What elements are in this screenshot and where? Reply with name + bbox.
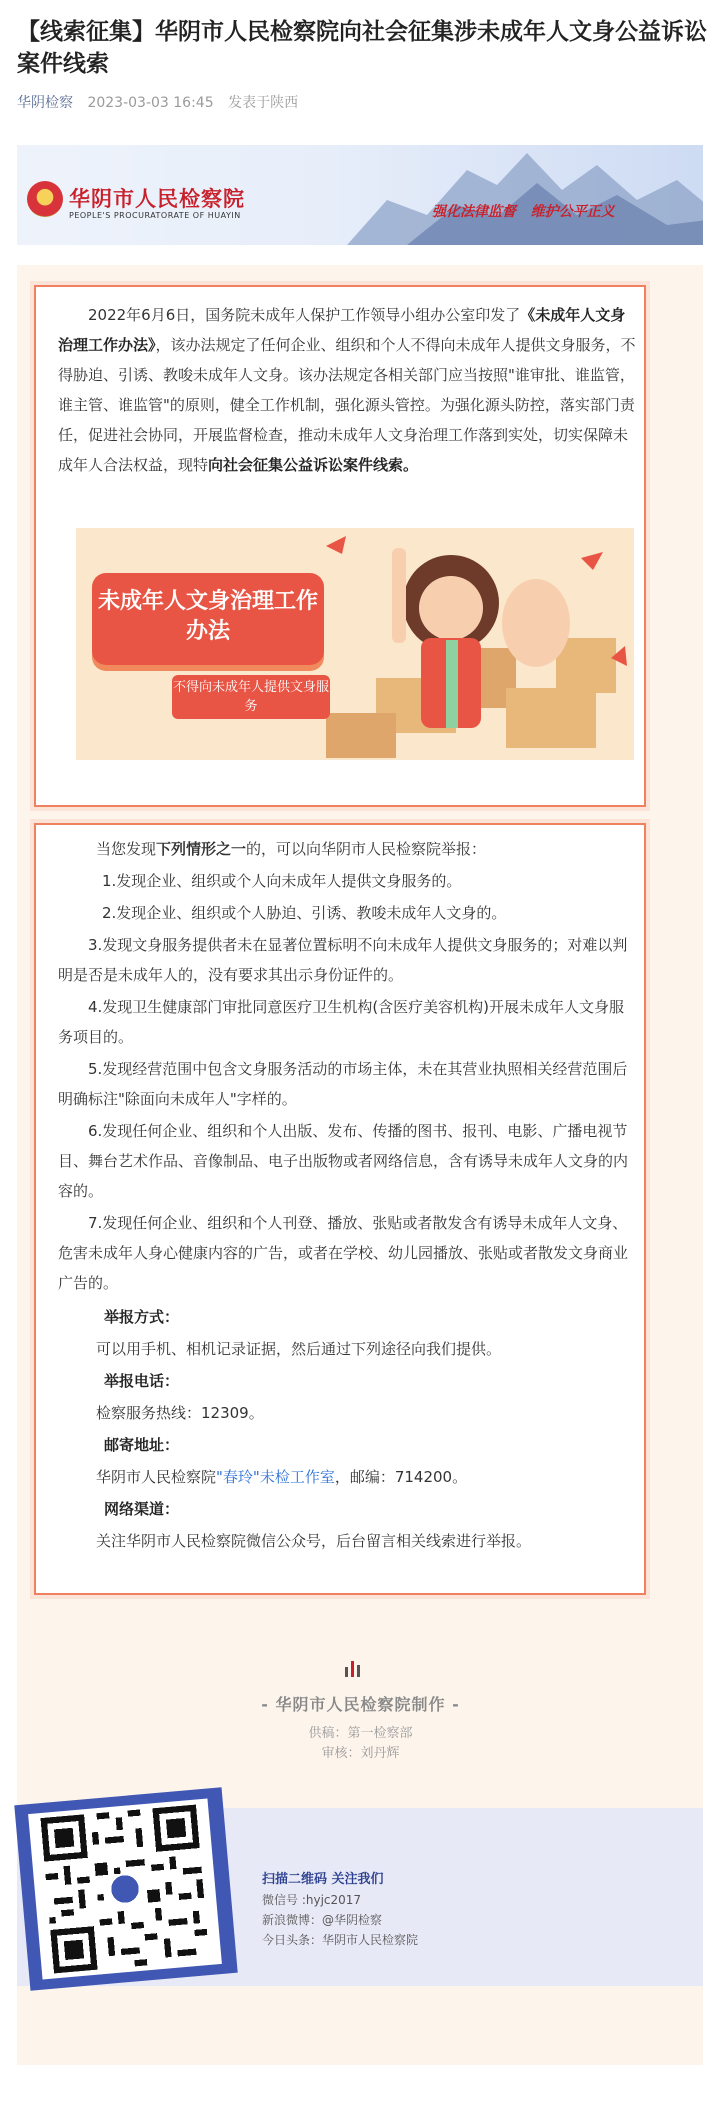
- banner-org-name: 华阴市人民检察院: [69, 187, 245, 211]
- report-method-label: 举报方式：: [104, 1308, 180, 1326]
- article-title: 【线索征集】华阴市人民检察院向社会征集涉未成年人文身公益诉讼案件线索: [17, 19, 707, 77]
- weibo-id: 新浪微博：@华阴检察: [262, 1913, 383, 1927]
- author-link[interactable]: 华阴检察: [17, 95, 73, 111]
- illustration-subtitle: 不得向未成年人提供文身服务: [172, 680, 329, 714]
- list-item: 7.发现任何企业、组织和个人刊登、播放、张贴或者散发含有诱导未成年人文身、危害未成年人身心健康内容的广告，或者在学校、幼儿园播放、张贴或者散发文身商业广告的。: [58, 1214, 629, 1292]
- wechat-id: 微信号 :hyjc2017: [262, 1893, 362, 1907]
- solicitation-highlight: 向社会征集公益诉讼案件线索。: [208, 456, 419, 474]
- qr-code[interactable]: [28, 1798, 222, 1979]
- national-emblem-icon: [27, 181, 63, 217]
- report-method-text: 可以用手机、相机记录证据，然后通过下列途径向我们提供。: [96, 1340, 502, 1358]
- illustration-title: 未成年人文身治理工作办法: [97, 589, 318, 644]
- banner-slogan: 强化法律监督 维护公平正义: [432, 204, 615, 220]
- report-intro: 当您发现下列情形之一的，可以向华阴市人民检察院举报：: [96, 840, 487, 858]
- report-mail-text: 华阴市人民检察院"春玲"未检工作室，邮编：714200。: [96, 1468, 468, 1486]
- draft-credit: 供稿：第一检察部: [308, 1726, 413, 1741]
- studio-link[interactable]: "春玲"未检工作室: [216, 1468, 335, 1486]
- report-phone-text: 检察服务热线：12309。: [96, 1404, 264, 1422]
- list-item: 6.发现任何企业、组织和个人出版、发布、传播的图书、报刊、电影、广播电视节目、舞台艺术作品、音像制品、电子出版物或者网络信息，含有诱导未成年人文身的内容的。: [58, 1122, 629, 1200]
- procuratorate-banner: [17, 145, 703, 245]
- qr-code-icon: [39, 1804, 212, 1973]
- illustration-sign: [92, 573, 324, 665]
- publish-date: 2023-03-03 16:45: [87, 95, 214, 111]
- report-phone-label: 举报电话：: [104, 1372, 180, 1390]
- review-credit: 审核：刘丹辉: [321, 1746, 400, 1761]
- publish-location: 发表于陕西: [228, 95, 299, 111]
- list-item: 4.发现卫生健康部门审批同意医疗卫生机构(含医疗美容机构)开展未成年人文身服务项目的。: [58, 998, 625, 1046]
- report-online-text: 关注华阴市人民检察院微信公众号，后台留言相关线索进行举报。: [96, 1532, 532, 1550]
- tattoo-policy-illustration: [76, 528, 634, 760]
- article-meta: [17, 92, 308, 112]
- list-item: 5.发现经营范围中包含文身服务活动的市场主体，未在其营业执照相关经营范围后明确标注"除面向未成年人"字样的。: [58, 1060, 628, 1108]
- banner-org-name-en: PEOPLE'S PROCURATORATE OF HUAYIN: [69, 211, 241, 220]
- policy-doc-name: 《未成年人文身治理工作办法》: [58, 306, 626, 354]
- bar-logo-icon: [343, 1661, 363, 1677]
- made-by: - 华阴市人民检察院制作 -: [261, 1695, 460, 1714]
- list-item: 1.发现企业、组织或个人向未成年人提供文身服务的。: [102, 872, 462, 890]
- list-item: 3.发现文身服务提供者未在显著位置标明不向未成年人提供文身服务的；对难以判明是否是未成年人的，没有要求其出示身份证件的。: [58, 936, 628, 984]
- mountain-illustration: [347, 145, 703, 245]
- qr-title: 扫描二维码 关注我们: [262, 1872, 384, 1887]
- report-mail-label: 邮寄地址：: [104, 1436, 180, 1454]
- policy-paragraph: 2022年6月6日，国务院未成年人保护工作领导小组办公室印发了《未成年人文身治理工作办法》，该办法规定了任何企业、组织和个人不得向未成年人提供文身服务，不得胁迫、引诱、教唆未成年人文身。该办法规定各相关部门应当按照"谁审批、谁监管，谁主管、谁监管"的原则，健全工作机制，强化源头管控。为强化源头防控，落实部门责任，促进社会协同，开展监督检查，推动未成年人文身治理工作落到实处，切实保障未成年人合法权益，现特向社会征集公益诉讼案件线索。: [58, 306, 636, 474]
- list-item: 2.发现企业、组织或个人胁迫、引诱、教唆未成年人文身的。: [102, 904, 507, 922]
- report-online-label: 网络渠道：: [104, 1500, 180, 1518]
- toutiao-id: 今日头条：华阴市人民检察院: [262, 1933, 419, 1947]
- illustration-ribbon: [172, 675, 330, 719]
